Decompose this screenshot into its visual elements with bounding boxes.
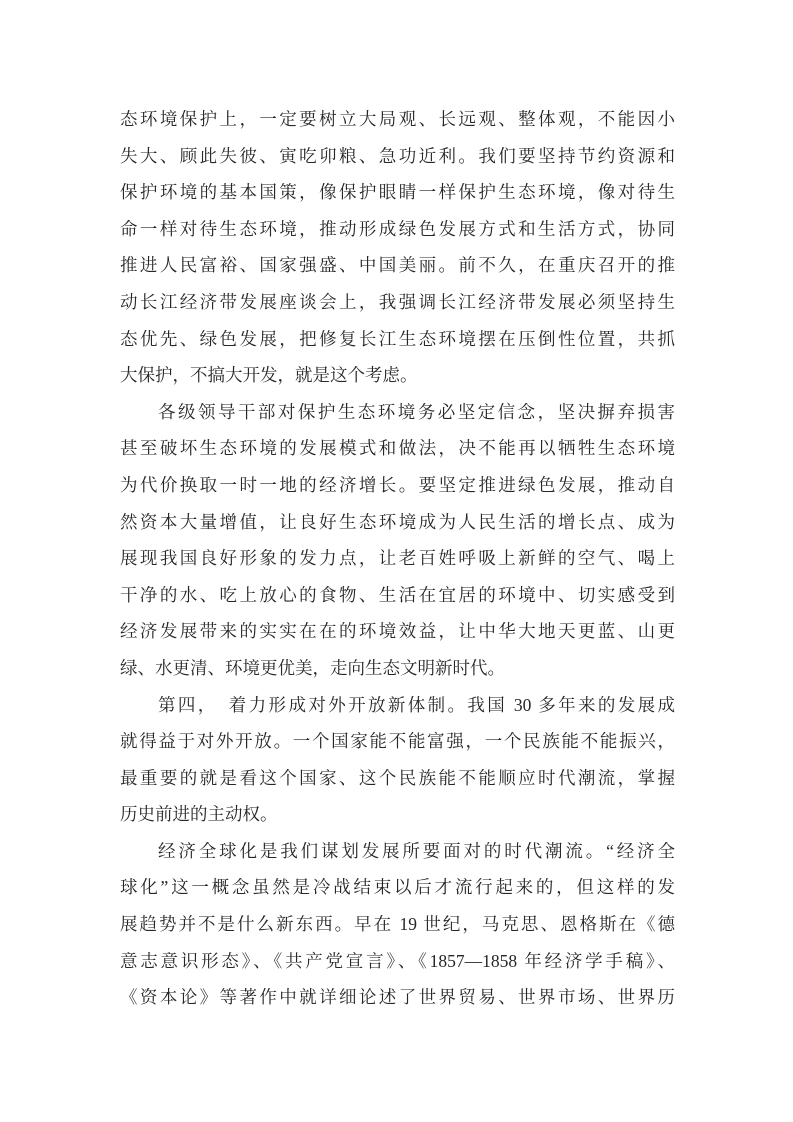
text-line: 展现我国良好形象的发力点，让老百姓呼吸上新鲜的空气、喝上 xyxy=(120,548,675,569)
text-line: 经济全球化是我们谋划发展所要面对的时代潮流。“经济全 xyxy=(158,840,675,861)
text-line: 绿、水更清、环境更优美，走向生态文明新时代。 xyxy=(120,657,505,678)
text-line: 保护环境的基本国策，像保护眼睛一样保护生态环境，像对待生 xyxy=(120,182,675,203)
text-line: 态环境保护上，一定要树立大局观、长远观、整体观，不能因小 xyxy=(120,109,675,129)
text-line: 态优先、绿色发展，把修复长江生态环境摆在压倒性位置，共抓 xyxy=(120,328,675,349)
text-line: 意志意识形态》、《共产党宣言》、《1857—1858 年经济学手稿》、 xyxy=(120,950,675,971)
text-line: 第四， 着力形成对外开放新体制。我国 30 多年来的发展成 xyxy=(158,694,675,715)
text-line: 然资本大量增值，让良好生态环境成为人民生活的增长点、成为 xyxy=(120,511,675,532)
text-line: 球化”这一概念虽然是冷战结束以后才流行起来的，但这样的发 xyxy=(120,877,675,898)
text-line: 大保护，不搞大开发，就是这个考虑。 xyxy=(120,365,418,386)
text-line: 动长江经济带发展座谈会上，我强调长江经济带发展必须坚持生 xyxy=(120,291,675,312)
text-line: 经济发展带来的实实在在的环境效益，让中华大地天更蓝、山更 xyxy=(120,621,675,642)
text-line: 为代价换取一时一地的经济增长。要坚定推进绿色发展，推动自 xyxy=(120,474,675,495)
text-line: 就得益于对外开放。一个国家能不能富强，一个民族能不能振兴， xyxy=(120,731,675,752)
text-line: 展趋势并不是什么新东西。早在 19 世纪，马克思、恩格斯在《德 xyxy=(120,914,675,935)
text-line: 各级领导干部对保护生态环境务必坚定信念，坚决摒弃损害 xyxy=(158,401,675,422)
paragraph xyxy=(120,394,675,687)
text-line: 最重要的就是看这个国家、这个民族能不能顺应时代潮流，掌握 xyxy=(120,767,675,788)
text-line: 甚至破坏生态环境的发展模式和做法，决不能再以牺牲生态环境 xyxy=(120,438,675,459)
text-line: 《资本论》等著作中就详细论述了世界贸易、世界市场、世界历 xyxy=(120,987,675,1008)
paragraph xyxy=(120,833,675,1016)
paragraph xyxy=(120,101,675,394)
paragraph xyxy=(120,687,675,833)
text-line: 失大、顾此失彼、寅吃卯粮、急功近利。我们要坚持节约资源和 xyxy=(120,145,675,166)
text-line: 命一样对待生态环境，推动形成绿色发展方式和生活方式，协同 xyxy=(120,218,675,239)
text-line: 历史前进的主动权。 xyxy=(120,804,278,825)
text-line: 干净的水、吃上放心的食物、生活在宜居的环境中、切实感受到 xyxy=(120,584,675,605)
page-text xyxy=(120,101,675,1016)
text-line: 推进人民富裕、国家强盛、中国美丽。前不久，在重庆召开的推 xyxy=(120,255,675,276)
